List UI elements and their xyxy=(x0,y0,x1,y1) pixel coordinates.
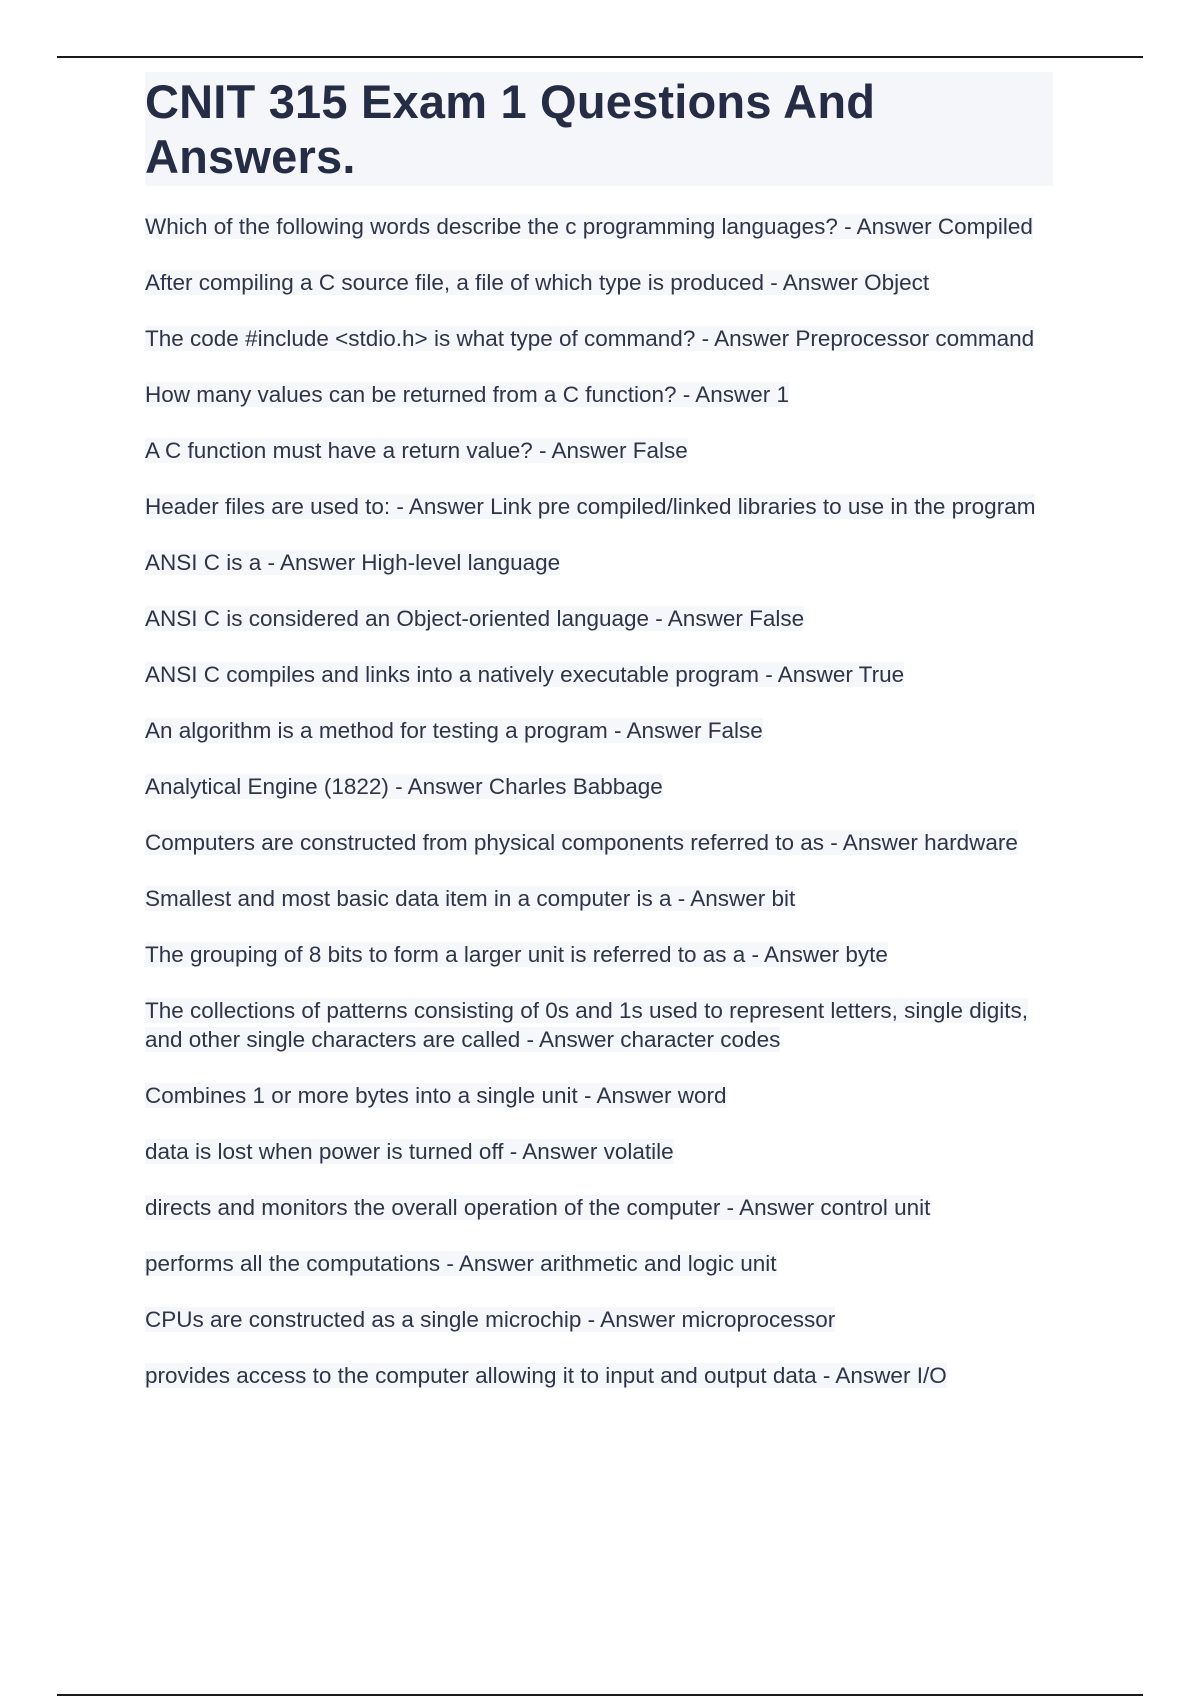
qa-text: ANSI C compiles and links into a natively executable program - Answer True xyxy=(145,662,905,687)
qa-item xyxy=(145,1305,1053,1334)
qa-text: performs all the computations - Answer arithmetic and logic unit xyxy=(145,1251,777,1276)
qa-item xyxy=(145,828,1053,857)
qa-text: The grouping of 8 bits to form a larger unit is referred to as a - Answer byte xyxy=(145,942,888,967)
qa-text: Computers are constructed from physical components referred to as - Answer hardware xyxy=(145,830,1018,855)
qa-item xyxy=(145,1137,1053,1166)
qa-item xyxy=(145,772,1053,801)
qa-item xyxy=(145,380,1053,409)
document-page xyxy=(145,72,1053,1417)
qa-text: After compiling a C source file, a file of which type is produced - Answer Object xyxy=(145,270,930,295)
qa-text: data is lost when power is turned off - Answer volatile xyxy=(145,1139,674,1164)
qa-item xyxy=(145,436,1053,465)
qa-list xyxy=(145,212,1053,1390)
qa-text: Which of the following words describe the c programming languages? - Answer Compiled xyxy=(145,214,1033,239)
title-block xyxy=(145,72,1053,186)
qa-item xyxy=(145,660,1053,689)
qa-text: CPUs are constructed as a single microchip - Answer microprocessor xyxy=(145,1307,836,1332)
qa-text: The code #include <stdio.h> is what type of command? - Answer Preprocessor command xyxy=(145,326,1035,351)
qa-text: An algorithm is a method for testing a program - Answer False xyxy=(145,718,763,743)
qa-item xyxy=(145,324,1053,353)
qa-text: ANSI C is considered an Object-oriented language - Answer False xyxy=(145,606,805,631)
qa-item xyxy=(145,716,1053,745)
qa-text: provides access to the computer allowing it to input and output data - Answer I/O xyxy=(145,1363,947,1388)
qa-item xyxy=(145,212,1053,241)
qa-text: Combines 1 or more bytes into a single unit - Answer word xyxy=(145,1083,727,1108)
qa-text: directs and monitors the overall operation of the computer - Answer control unit xyxy=(145,1195,931,1220)
qa-text: Header files are used to: - Answer Link pre compiled/linked libraries to use in the program xyxy=(145,494,1036,519)
qa-item xyxy=(145,996,1053,1054)
qa-item xyxy=(145,1193,1053,1222)
qa-text: Smallest and most basic data item in a computer is a - Answer bit xyxy=(145,886,796,911)
qa-text: Analytical Engine (1822) - Answer Charles Babbage xyxy=(145,774,663,799)
qa-item xyxy=(145,268,1053,297)
qa-item xyxy=(145,1249,1053,1278)
qa-item xyxy=(145,1361,1053,1390)
qa-text: How many values can be returned from a C function? - Answer 1 xyxy=(145,382,790,407)
qa-item xyxy=(145,492,1053,521)
qa-item xyxy=(145,548,1053,577)
qa-text: ANSI C is a - Answer High-level language xyxy=(145,550,561,575)
qa-text: A C function must have a return value? - Answer False xyxy=(145,438,688,463)
qa-item xyxy=(145,940,1053,969)
document-title: CNIT 315 Exam 1 Questions And Answers. xyxy=(145,75,876,183)
qa-item xyxy=(145,1081,1053,1110)
qa-item xyxy=(145,884,1053,913)
bottom-divider xyxy=(57,1694,1143,1696)
qa-text: The collections of patterns consisting of 0s and 1s used to represent letters, single digits, and other single characters are called - Answer character codes xyxy=(145,998,1028,1052)
top-divider xyxy=(57,56,1143,58)
qa-item xyxy=(145,604,1053,633)
